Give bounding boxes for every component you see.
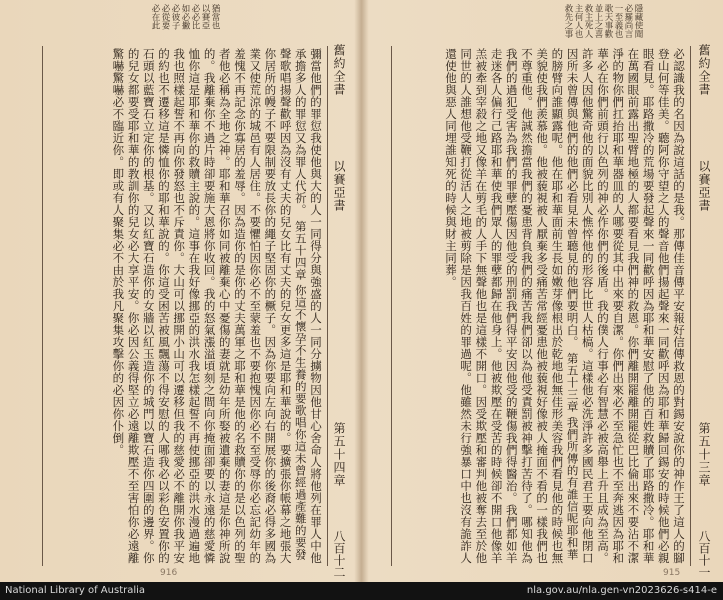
right-leaf-number: 915 [663, 568, 681, 578]
margin-note: 必在此 [150, 4, 160, 30]
right-body-paragraph: 必認識我的名因為說這話的是我。那傳佳音傳平安報好信傳救恩的對錫安說你的神作王了這人的腳登山何等佳美。聽阿你守望之人的聲音他們揚起聲來一同歡呼因為耶和華歸回錫安的時候他們必親眼看見。耶路撒冷的荒場要發起聲來一同歡呼因為耶和華安慰了他的百姓救贖了耶路撒冷。耶和華在萬國眼前露出聖臂地極的人都要看見我們神的救恩。你們離開罷離開罷從巴比倫出來不要沾不潔淨的物你們扛抬耶和華器皿的人哪要從其中出來要自潔。你們出來必不至急忙也不至奔逃因為耶和華必在你們前頭行以色列的神必作你們的後盾。我的僕人行事必有智慧必被高舉上升且成為至高。許多人因他驚奇他的面貌比別人憔悴他的形容比世人枯槁。這樣他必洗淨許多國民君王要向他閉口因所未曾傳與他們的他們必看見未曾聽見的他們要明白。 第五十三章 我們所傳的有誰信呢耶和華的膀臂向誰顯露呢。他在耶和華面前生長如嫩芽像根出於乾地他無佳形美容我們看見他的時候也無美貌使我們羨慕他。他被藐視被人厭棄多受痛苦常經憂患他被藐視好像被人掩面不看的一樣我們也不尊重他。他誠然擔當我們的憂患背負我們的痛苦我們卻以為他受責罰被神擊打苦待了。哪知他為我們的過犯受害為我們的罪孽壓傷因他受的刑罰我們得平安因他受的鞭傷我們得醫治。我們都如羊走迷各人偏行己路耶和華使我們眾人的罪孽都歸在他身上。他被欺壓在受苦的時候卻不開口他像羊羔被牽到宰殺之地又像羊在剪毛的人手下無聲他也是這樣不開口。因受欺壓和審判他被奪去至於他同世的人誰想他受鞭打從活人之地被剪除是因我百姓的罪過呢。他雖然未行強暴口中也沒有詭詐人還使他與惡人同埋誰知死的時候與財主同葬。 [443, 48, 686, 564]
margin-note: 救主死人 [583, 4, 593, 38]
left-margin-notes [60, 4, 220, 42]
margin-note: 一至義也 [613, 4, 623, 38]
left-page [0, 0, 361, 582]
left-leaf-number: 916 [160, 568, 178, 578]
left-section-title: 以賽亞書 [332, 160, 346, 212]
right-page [363, 0, 723, 582]
left-body-paragraph: 彌當他們的罪愆我使他與大的人一同得分與強盛的人一同分擄物因他甘心舍命人將他列在罪人中他承擔多人的罪愆又為罪人代祈。 第五十四章 你這不懷孕不生養的要歌唱你這未曾經過產難的要發聲歌唱揚聲歡呼因為沒有丈夫的兒女比有丈夫的兒女更多這是耶和華說的。要擴張你帳幕之地張大你居所的幔子不要限制要放長你的繩子堅固你的橛子。因為你要向左向右開展你的後裔必得多國為業又使荒涼的城邑有人居住。不要懼怕因你必不至蒙羞也不要抱愧因你必不至受辱你必忘記幼年的羞愧不再記念你寡居的羞辱。因為造你的是你的丈夫萬軍之耶和華是他的名救贖你的是以色列的聖者他必稱為全地之神。耶和華召你如同被離棄心中憂傷的妻就是幼年所娶被遺棄的妻這是你神所說的。我離棄你不過片時卻要施大恩將你收回。我的怒氣漲溢頃刻之間向你掩面卻要以永遠的慈愛憐恤你這是耶和華你的救贖主說的。這事在我好像挪亞的洪水我怎樣起誓不再使挪亞的洪水漫過遍地我也照樣起誓不再向你發怒也不斥責你。大山可以挪開小山可以遷移但我的慈愛必不離開你我平安的約也不遷移這是憐恤你的耶和華說的。你這受困苦被風飄蕩不得安慰的人哪我必以彩色安置你的石頭以藍寶石立定你的根基。又以紅寶石造你的女牆以紅玉造你的城門以寶石造你四圍的邊界。你的兒女都要受耶和華的教訓你的兒女必大享平安。你必因公義得堅立必遠離欺壓不至害怕你必遠離驚嚇驚嚇必不臨近你。即或有人聚集必不由於我凡聚集攻擊你的必因你仆倒。 [111, 48, 323, 564]
margin-note: 並上之喜 [593, 4, 603, 38]
library-footer [0, 582, 723, 600]
left-body-text [42, 46, 328, 566]
margin-note: 歌天事歡 [603, 4, 613, 38]
margin-note: 如必撇 [180, 4, 190, 30]
margin-note: 救先之事 [563, 4, 573, 38]
margin-note: 必從要 [160, 4, 170, 30]
margin-note: 以賽亞 [200, 4, 210, 30]
margin-note: 猶當也 [210, 4, 220, 30]
margin-note: 必羅尚言 [623, 4, 633, 38]
right-chapter-label: 第五十三章 [697, 422, 711, 487]
right-margin-notes [423, 4, 643, 42]
margin-note: 必彼子 [170, 4, 180, 30]
margin-note: 必必比 [190, 4, 200, 30]
item-url: nla.gov.au/nla.gen-vn2023626-s414-e [526, 585, 717, 596]
left-page-number: 八百十二 [332, 530, 346, 578]
margin-note: 隱藏使聞 [633, 4, 643, 38]
margin-note: 主何人也 [573, 4, 583, 38]
right-body-text [391, 46, 691, 566]
left-chapter-label: 第五十四章 [332, 422, 346, 487]
right-page-number: 八百十一 [697, 530, 711, 578]
library-name: National Library of Australia [5, 585, 146, 596]
right-book-title: 舊約全書 [697, 44, 711, 96]
left-book-title: 舊約全書 [332, 44, 346, 96]
right-section-title: 以賽亞書 [697, 160, 711, 212]
